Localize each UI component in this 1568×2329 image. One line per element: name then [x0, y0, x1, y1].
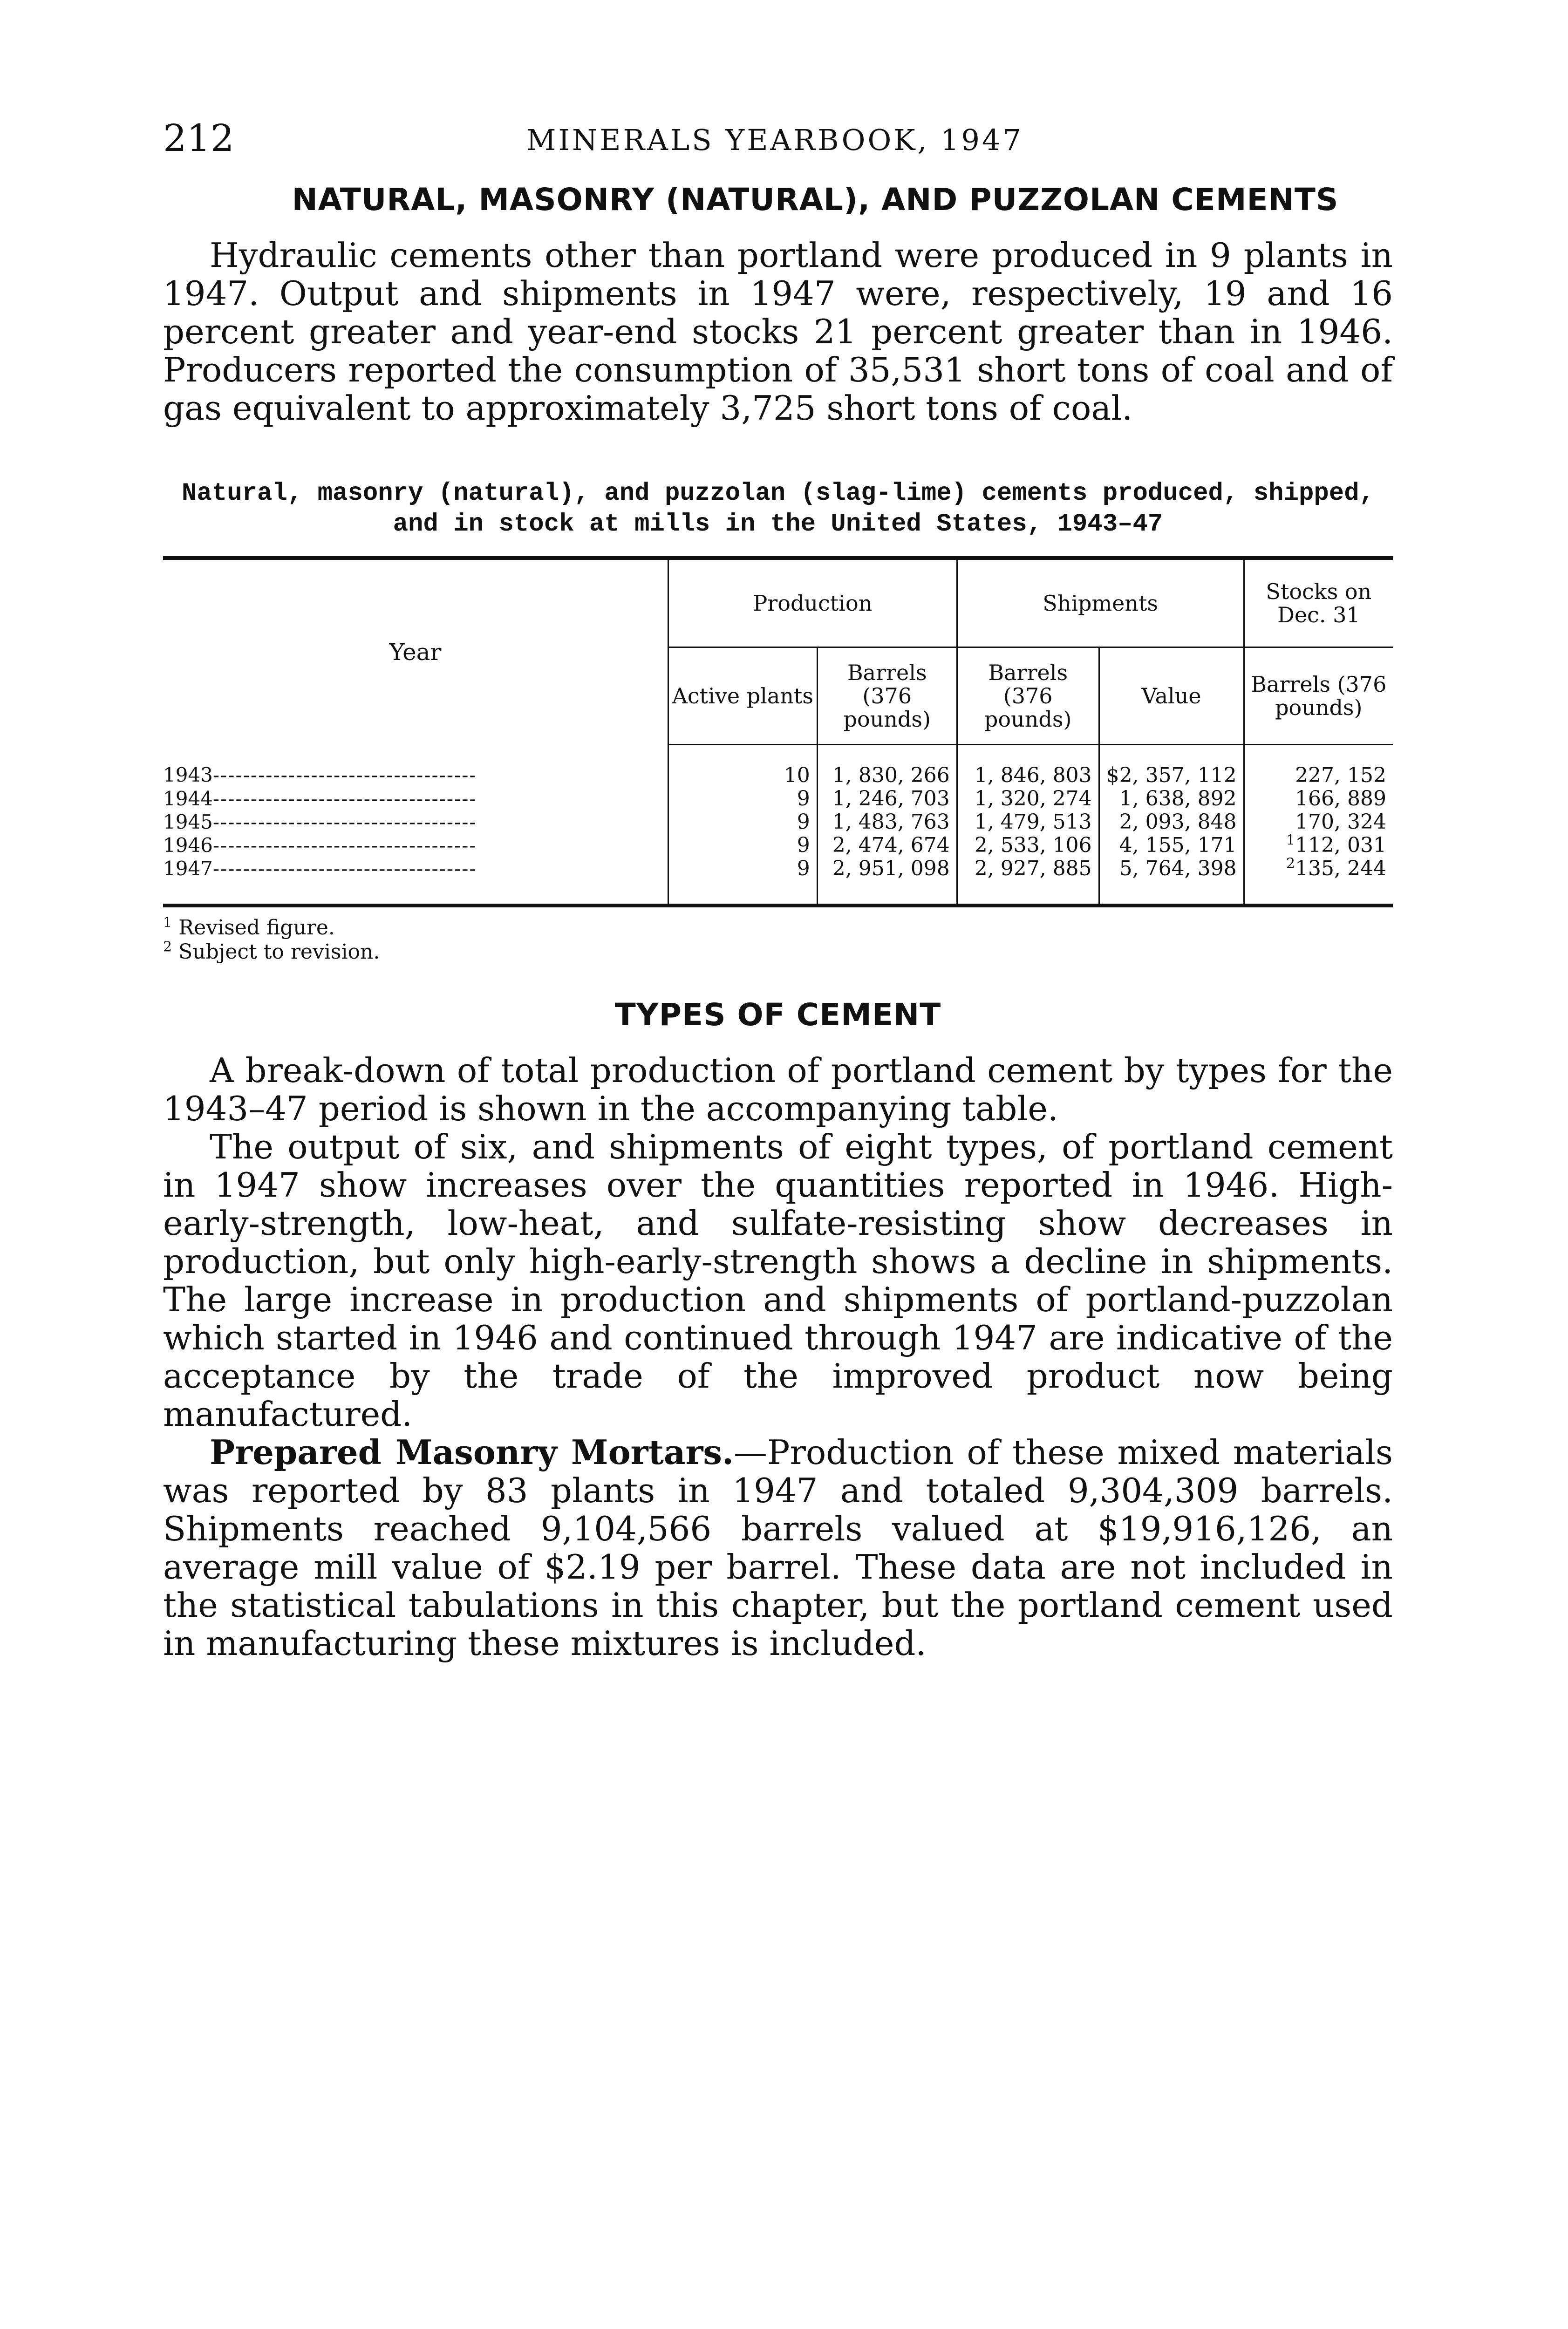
header-stocks: Stocks on Dec. 31 [1244, 558, 1393, 647]
running-head [163, 116, 1393, 168]
header-production: Production [668, 558, 957, 647]
active-plants-cell: 9 [668, 787, 817, 810]
table-caption [163, 478, 1393, 540]
page-number: 212 [163, 116, 234, 160]
footnote-mark: 1 [1286, 832, 1295, 849]
footnote-mark: 2 [1286, 855, 1295, 872]
table-caption-line-2: and in stock at mills in the United States, 1943–47 [393, 510, 1163, 538]
paragraph-masonry-mortars: Prepared Masonry Mortars.—Production of these mixed materials was reported by 83 plants in 1947 and totaled 9,304,309 barrels. Shipments reached 9,104,566 barrels valued at $19,916,126, an average mill value of $2.19 per barrel. These data are not included in the statistical tabulations in this chapter, but the portland cement used in manufacturing these mixtures is included. [163, 1432, 1393, 1663]
table-row [163, 787, 1393, 810]
table-footnotes [163, 916, 1393, 964]
paragraph-breakdown: A break-down of total production of portland cement by types for the 1943–47 period is shown in the accompanying table. [163, 1051, 1393, 1128]
year-cell: 1944----------------------------------- [163, 787, 668, 810]
stocks-cell: 166, 889 [1295, 787, 1386, 810]
cement-statistics-table [163, 556, 1393, 907]
section-title-types-of-cement: TYPES OF CEMENT [614, 997, 941, 1033]
table-row [163, 810, 1393, 834]
table-row [163, 745, 1393, 788]
shipments-barrels-cell: 2, 533, 106 [957, 834, 1099, 857]
footnote: $^2$ Subject to revision. [163, 939, 380, 964]
shipments-barrels-cell: 2, 927, 885 [957, 857, 1099, 906]
production-barrels-cell: 1, 246, 703 [817, 787, 957, 810]
header-production-barrels: Barrels (376 pounds) [817, 647, 957, 745]
year-cell: 1946----------------------------------- [163, 834, 668, 857]
active-plants-cell: 9 [668, 857, 817, 906]
shipments-barrels-cell: 1, 320, 274 [957, 787, 1099, 810]
header-active-plants: Active plants [668, 647, 817, 745]
header-stocks-barrels: Barrels (376 pounds) [1244, 647, 1393, 745]
shipments-value-cell: 5, 764, 398 [1099, 857, 1244, 906]
shipments-barrels-cell: 1, 846, 803 [957, 745, 1099, 788]
paragraph-output-shipments: The output of six, and shipments of eight types, of portland cement in 1947 show increases over the quantities reported in 1946. High-early-strength, low-heat, and sulfate-resisting show decreases in production, but only high-early-strength shows a decline in shipments. The large increase in production and shipments of portland-puzzolan which started in 1946 and continued through 1947 are indicative of the acceptance by the trade of the improved product now being manufactured. [163, 1127, 1393, 1434]
table-row [163, 857, 1393, 906]
header-shipments-value: Value [1099, 647, 1244, 745]
shipments-value-cell: 4, 155, 171 [1099, 834, 1244, 857]
stocks-cell: $^2$135, 244 [1286, 855, 1386, 880]
shipments-value-cell: 2, 093, 848 [1099, 810, 1244, 834]
production-barrels-cell: 2, 951, 098 [817, 857, 957, 906]
shipments-value-cell: $2, 357, 112 [1099, 745, 1244, 788]
run-in-heading: Prepared Masonry Mortars. [210, 1432, 734, 1472]
stocks-cell: 170, 324 [1295, 810, 1386, 834]
paragraph-hydraulic-cements: Hydraulic cements other than portland were produced in 9 plants in 1947. Output and shipments in 1947 were, respectively, 19 and 16 percent greater and year-end stocks 21 percent greater than in 1946. Producers reported the consumption of 35,531 short tons of coal and of gas equivalent to approximately 3,725 short tons of coal. [163, 236, 1393, 428]
stocks-cell: 227, 152 [1295, 763, 1386, 787]
shipments-barrels-cell: 1, 479, 513 [957, 810, 1099, 834]
production-barrels-cell: 2, 474, 674 [817, 834, 957, 857]
year-cell: 1947----------------------------------- [163, 857, 668, 906]
table-row [163, 834, 1393, 857]
stocks-cell: $^1$112, 031 [1286, 832, 1386, 857]
header-year: Year [163, 558, 668, 745]
active-plants-cell: 10 [668, 745, 817, 788]
active-plants-cell: 9 [668, 834, 817, 857]
year-cell: 1945----------------------------------- [163, 810, 668, 834]
active-plants-cell: 9 [668, 810, 817, 834]
section-title-natural-cements: NATURAL, MASONRY (NATURAL), AND PUZZOLAN CEMENTS [292, 182, 1339, 218]
page [163, 116, 1393, 1662]
shipments-value-cell: 1, 638, 892 [1099, 787, 1244, 810]
footnote: $^1$ Revised figure. [163, 914, 335, 940]
table-caption-line-1: Natural, masonry (natural), and puzzolan (slag-lime) cements produced, shipped, [181, 479, 1375, 508]
header-shipments: Shipments [957, 558, 1244, 647]
year-cell: 1943----------------------------------- [163, 745, 668, 788]
production-barrels-cell: 1, 830, 266 [817, 745, 957, 788]
running-title: MINERALS YEARBOOK, 1947 [526, 123, 1023, 157]
header-shipments-barrels: Barrels (376 pounds) [957, 647, 1099, 745]
production-barrels-cell: 1, 483, 763 [817, 810, 957, 834]
